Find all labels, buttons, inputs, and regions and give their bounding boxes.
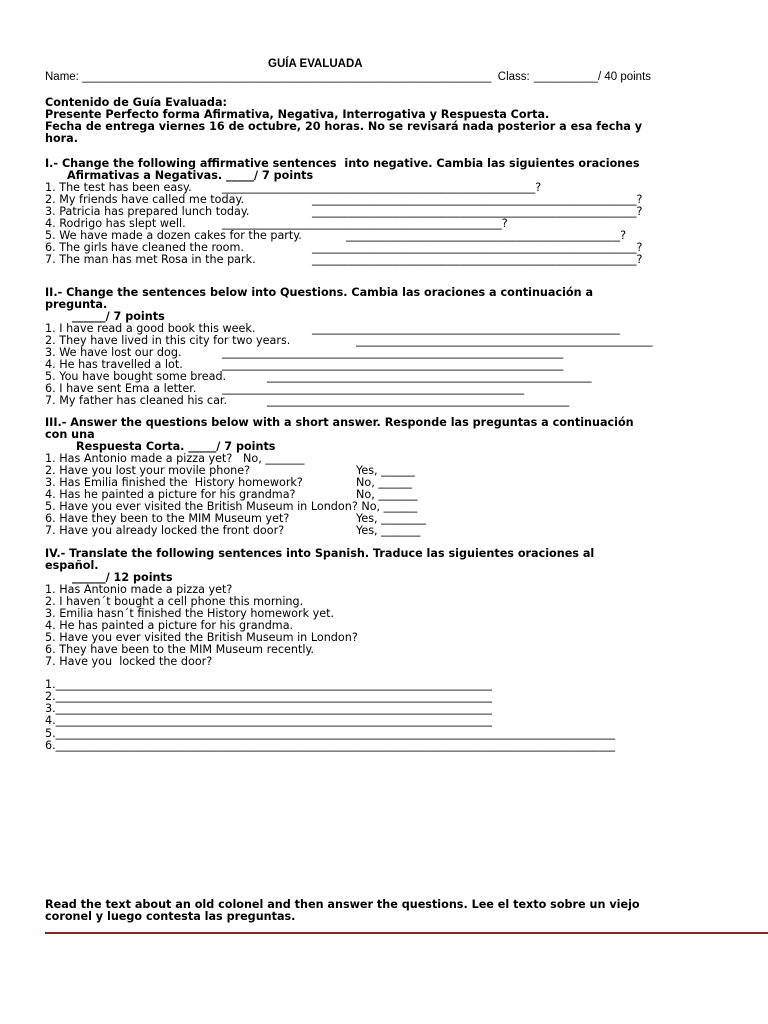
translation-line: 5.____________________________________________________________________________________________________ [45, 727, 616, 740]
section1-heading: I.- Change the following affirmative sentences into negative. Cambia las siguientes oraciones [45, 157, 640, 170]
answer-blank: _____________________________________________________________ [222, 346, 564, 359]
section3-heading-cont: con una [45, 428, 95, 441]
section3-points: Respuesta Corta. _____/ 7 points [76, 440, 276, 453]
short-answer: No, _______ [356, 488, 418, 501]
section3-heading: III.- Answer the questions below with a short answer. Responde las preguntas a continuación [45, 416, 634, 429]
intro-line-2: Presente Perfecto forma Afirmativa, Negativa, Interrogativa y Respuesta Corta. [45, 108, 550, 121]
section2-points: ______/ 7 points [72, 310, 165, 323]
section3-item: 1. Has Antonio made a pizza yet? No, _______ [45, 452, 305, 465]
translation-line: 3.______________________________________________________________________________ [45, 702, 492, 715]
section3-item: 5. Have you ever visited the British Museum in London? No, ______ [45, 500, 418, 513]
intro-line-4: hora. [45, 132, 78, 145]
answer-blank: __________________________________________________? [222, 217, 508, 230]
answer-blank: __________________________________________________________? [312, 253, 643, 266]
section4-item: 7. Have you locked the door? [45, 655, 213, 668]
short-answer: Yes, ________ [356, 512, 426, 525]
answer-blank: __________________________________________________________? [312, 205, 643, 218]
answer-blank: ______________________________________________________ [222, 382, 525, 395]
answer-blank: __________________________________________________________? [312, 241, 643, 254]
answer-blank: _______________________________________________________ [312, 322, 620, 335]
section1-item: 2. My friends have called me today. [45, 193, 245, 206]
reading-instruction: Read the text about an old colonel and then answer the questions. Lee el texto sobre un viejo [45, 898, 640, 911]
section3-item: 2. Have you lost your movile phone? [45, 464, 251, 477]
section4-item: 2. I haven´t bought a cell phone this morning. [45, 595, 304, 608]
answer-blank: ________________________________________________________? [222, 181, 542, 194]
section1-item: 6. The girls have cleaned the room. [45, 241, 244, 254]
answer-blank: ______________________________________________________ [267, 394, 570, 407]
section2-item: 7. My father has cleaned his car. [45, 394, 228, 407]
short-answer: Yes, ______ [356, 464, 415, 477]
answer-blank: _____________________________________________________________ [222, 358, 564, 371]
section1-item: 1. The test has been easy. [45, 181, 192, 194]
section2-item: 3. We have lost our dog. [45, 346, 182, 359]
points-total: __________/ 40 points [534, 71, 652, 83]
section2-item: 4. He has travelled a lot. [45, 358, 183, 371]
name-class-line: Name: ________________________________________________________________ Class: [45, 71, 530, 83]
short-answer: Yes, _______ [356, 524, 421, 537]
section3-item: 6. Have they been to the MIM Museum yet? [45, 512, 290, 525]
answer-blank: _________________________________________________? [346, 229, 627, 242]
section4-points: ______/ 12 points [72, 571, 173, 584]
reading-instruction-cont: coronel y luego contesta las preguntas. [45, 910, 296, 923]
section1-item: 4. Rodrigo has slept well. [45, 217, 186, 230]
section4-item: 6. They have been to the MIM Museum recently. [45, 643, 315, 656]
section4-item: 1. Has Antonio made a pizza yet? [45, 583, 233, 596]
section4-item: 3. Emilia hasn´t finished the History homework yet. [45, 607, 335, 620]
answer-blank: _____________________________________________________ [356, 334, 653, 347]
section3-item: 3. Has Emilia finished the History homework? [45, 476, 303, 489]
section1-item: 7. The man has met Rosa in the park. [45, 253, 256, 266]
section4-heading-cont: español. [45, 559, 99, 572]
section1-item: 3. Patricia has prepared lunch today. [45, 205, 250, 218]
translation-line: 1.______________________________________________________________________________ [45, 678, 492, 691]
section2-item: 1. I have read a good book this week. [45, 322, 256, 335]
answer-blank: __________________________________________________________ [267, 370, 592, 383]
translation-line: 4.______________________________________________________________________________ [45, 714, 492, 727]
section4-item: 4. He has painted a picture for his grandma. [45, 619, 294, 632]
section2-item: 6. I have sent Ema a letter. [45, 382, 197, 395]
section1-item: 5. We have made a dozen cakes for the party. [45, 229, 302, 242]
translation-line: 6.____________________________________________________________________________________________________ [45, 739, 616, 752]
page-title: GUÍA EVALUADA [268, 58, 363, 70]
answer-blank: __________________________________________________________? [312, 193, 643, 206]
translation-line: 2.______________________________________________________________________________ [45, 690, 492, 703]
intro-line-1: Contenido de Guía Evaluada: [45, 96, 227, 109]
intro-line-3: Fecha de entrega viernes 16 de octubre, 20 horas. No se revisará nada posterior a esa fecha y [45, 120, 643, 133]
section1-subheading: Afirmativas a Negativas. _____/ 7 points [67, 169, 314, 182]
short-answer: No, ______ [356, 476, 412, 489]
section2-heading: II.- Change the sentences below into Questions. Cambia las oraciones a continuación a [45, 286, 594, 299]
section3-item: 4. Has he painted a picture for his grandma? [45, 488, 296, 501]
section2-item: 5. You have bought some bread. [45, 370, 227, 383]
section2-heading-cont: pregunta. [45, 298, 108, 311]
section3-item: 7. Have you already locked the front door? [45, 524, 285, 537]
section-divider [45, 932, 768, 934]
section4-heading: IV.- Translate the following sentences into Spanish. Traduce las siguientes oraciones al [45, 547, 595, 560]
section4-item: 5. Have you ever visited the British Museum in London? [45, 631, 358, 644]
section2-item: 2. They have lived in this city for two years. [45, 334, 291, 347]
